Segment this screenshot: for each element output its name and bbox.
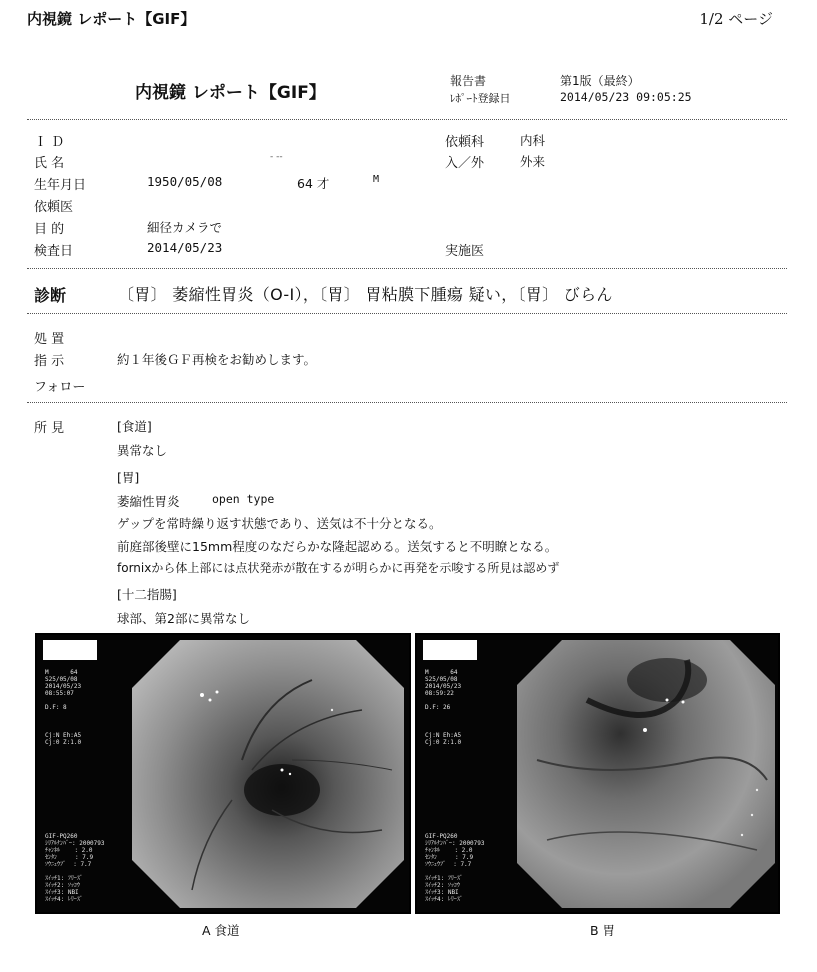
inout-label: 入／外 <box>445 156 485 171</box>
dept-label: 依頼科 <box>445 135 485 150</box>
registered-date-value: 2014/05/23 09:05:25 <box>560 90 692 104</box>
esophagus-header: [食道] <box>117 419 152 434</box>
dob-value: 1950/05/08 <box>147 174 223 189</box>
divider <box>27 268 787 269</box>
endoscopy-image-b <box>415 633 780 914</box>
divider <box>27 119 787 120</box>
duodenum-text: 球部、第2部に異常なし <box>117 611 250 626</box>
osd-bottom: GIF-PQ260 ｼﾘｱﾙﾅﾝﾊﾞｰ: 2000793 ﾁｬﾝﾈﾙ : 2.0 ｾﾝﾀﾝ : 7.9 ｿｳﾆｭｳﾌﾞ : 7.7 ｽｲｯﾁ1: ﾌﾘｰｽﾞ ｽｲｯﾁ2: ｿｯｺｳ ｽｲｯﾁ3: NBI ｽｲｯﾁ4: ﾚﾘｰｽﾞ <box>425 833 485 903</box>
stomach-line-2: ゲップを常時繰り返す状態であり、送気は不十分となる。 <box>117 516 442 531</box>
stomach-header: [胃] <box>117 470 140 485</box>
purpose-value: 細径カメラで <box>147 220 223 235</box>
divider <box>27 313 787 314</box>
esophagus-text: 異常なし <box>117 443 168 458</box>
osd-bottom: GIF-PQ260 ｼﾘｱﾙﾅﾝﾊﾞｰ: 2000793 ﾁｬﾝﾈﾙ : 2.0 ｾﾝﾀﾝ : 7.9 ｿｳﾆｭｳﾌﾞ : 7.7 ｽｲｯﾁ1: ﾌﾘｰｽﾞ ｽｲｯﾁ2: ｿｯｺｳ ｽｲｯﾁ3: NBI ｽｲｯﾁ4: ﾚﾘｰｽﾞ <box>45 833 105 903</box>
redacted-box <box>423 640 477 660</box>
report-status-label: 報告書 <box>450 74 487 88</box>
stomach-line-1a: 萎縮性胃炎 <box>117 494 180 509</box>
registered-date-label: ﾚﾎﾟｰﾄ登録日 <box>450 92 511 105</box>
page-number: 1/2 ページ <box>699 10 773 28</box>
id-label: Ｉ Ｄ <box>34 135 65 150</box>
diagnosis-text: 〔胃〕 萎縮性胃炎（O-Ⅰ），〔胃〕 胃粘膜下腫瘍 疑い，〔胃〕 びらん <box>118 285 613 304</box>
report-title: 内視鏡 レポート【GIF】 <box>135 83 326 103</box>
sex-value: M <box>373 174 380 185</box>
stomach-line-4: fornixから体上部には点状発赤が散在するが明らかに再発を示唆する所見は認めず <box>117 561 560 575</box>
divider <box>27 402 787 403</box>
instruction-value: 約１年後ＧＦ再検をお勧めします。 <box>117 352 317 367</box>
name-value: - -- <box>270 152 283 162</box>
report-status-value: 第1版（最終） <box>560 74 640 88</box>
follow-label: フォロー <box>34 380 86 395</box>
image-b-caption: B 胃 <box>590 923 616 938</box>
stomach-line-1b: open type <box>212 492 275 506</box>
endoscopy-image-a <box>35 633 411 914</box>
findings-label: 所 見 <box>34 421 65 436</box>
redacted-box <box>43 640 97 660</box>
image-a-caption: A 食道 <box>202 923 240 938</box>
purpose-label: 目 的 <box>34 222 65 237</box>
requesting-doctor-label: 依頼医 <box>34 200 74 215</box>
stomach-line-3: 前庭部後壁に15mm程度のなだらかな隆起認める。送気すると不明瞭となる。 <box>117 539 558 554</box>
performer-label: 実施医 <box>445 244 485 259</box>
esophagus-photo <box>132 640 404 908</box>
stomach-photo <box>517 640 775 908</box>
osd-top: M 64 S25/05/08 2014/05/23 08:59:22 D.F: 26 Cj:N Eh:A5 Cj:0 Z:1.0 <box>425 669 462 746</box>
dob-label: 生年月日 <box>34 178 87 193</box>
treatment-label: 処 置 <box>34 332 65 347</box>
inout-value: 外来 <box>520 154 546 169</box>
name-label: 氏 名 <box>34 156 65 171</box>
exam-date-value: 2014/05/23 <box>147 240 223 255</box>
instruction-label: 指 示 <box>34 354 65 369</box>
osd-top: M 64 S25/05/08 2014/05/23 08:55:07 D.F: 8 Cj:N Eh:A5 Cj:0 Z:1.0 <box>45 669 82 746</box>
duodenum-header: [十二指腸] <box>117 587 177 602</box>
page-header-title: 内視鏡 レポート【GIF】 <box>27 10 196 28</box>
diagnosis-label: 診断 <box>34 286 67 305</box>
age-value: 64 才 <box>297 176 330 191</box>
exam-date-label: 検査日 <box>34 244 74 259</box>
dept-value: 内科 <box>520 133 546 148</box>
